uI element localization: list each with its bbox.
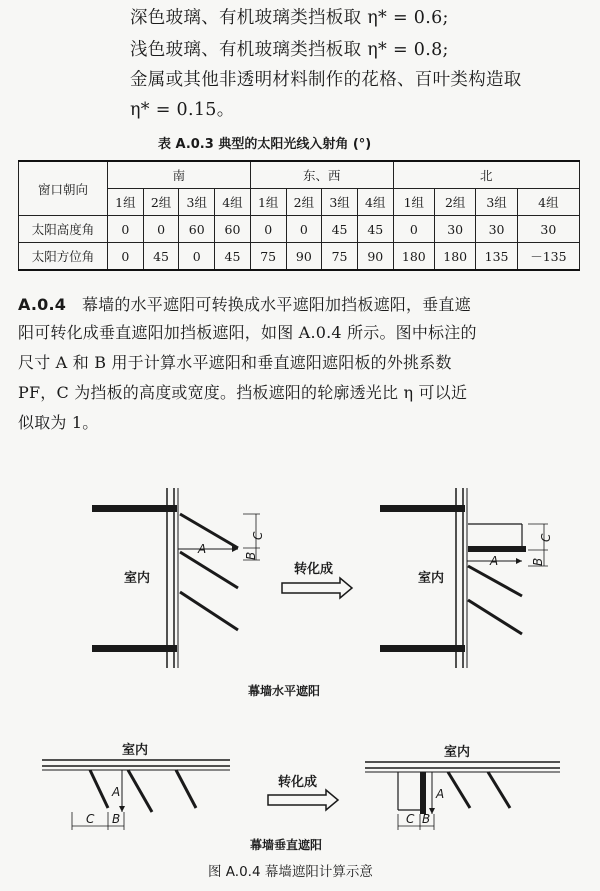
- group-header: 3组: [476, 189, 517, 216]
- table-cell: 45: [143, 243, 179, 271]
- convert-label-bottom: 转化成: [278, 775, 318, 790]
- table-cell: 180: [435, 243, 476, 271]
- table-cell: 60: [215, 216, 251, 243]
- table-cell: 30: [476, 216, 517, 243]
- group-header: 2组: [143, 189, 179, 216]
- horizontal-shading-left: [92, 488, 260, 668]
- table-cell: 75: [250, 243, 286, 271]
- group-header: 2组: [435, 189, 476, 216]
- table-cell: 0: [108, 216, 144, 243]
- label-b-bl: B: [112, 812, 121, 826]
- orientation-east-west: 东、西: [250, 161, 393, 189]
- table-caption: 表 A.0.3 典型的太阳光线入射角 (°): [158, 137, 372, 152]
- intro-line-4: η* = 0.15。: [130, 100, 235, 120]
- vertical-shading-left: [42, 760, 230, 830]
- indoor-label-tr: 室内: [418, 571, 445, 586]
- group-header: 1组: [393, 189, 434, 216]
- section-text-1: 幕墙的水平遮阳可转换成水平遮阳加挡板遮阳，垂直遮: [81, 295, 471, 314]
- group-header: 4组: [357, 189, 393, 216]
- caption-vertical: 幕墙垂直遮阳: [250, 838, 323, 852]
- indoor-label-tl: 室内: [124, 571, 151, 586]
- indoor-label-bl: 室内: [122, 743, 149, 758]
- table-cell: 0: [108, 243, 144, 271]
- group-header: 1组: [250, 189, 286, 216]
- section-line-3: 尺寸 A 和 B 用于计算水平遮阳和垂直遮阳遮阳板的外挑系数: [18, 353, 452, 372]
- table-cell: 90: [357, 243, 393, 271]
- table-cell: 45: [215, 243, 251, 271]
- table-cell: 30: [435, 216, 476, 243]
- table-cell: 180: [393, 243, 434, 271]
- caption-horizontal: 幕墙水平遮阳: [248, 684, 321, 698]
- label-a-br: A: [436, 787, 445, 801]
- vertical-shading-right: [365, 762, 560, 830]
- group-header: 3组: [322, 189, 358, 216]
- label-c-tr: C: [539, 533, 553, 542]
- table-cell: 0: [143, 216, 179, 243]
- table-cell: 0: [179, 243, 215, 271]
- convert-arrow-horizontal: [282, 578, 352, 598]
- label-c-bl: C: [86, 812, 95, 826]
- indoor-label-br: 室内: [444, 745, 471, 760]
- group-header: 3组: [179, 189, 215, 216]
- table-cell: 60: [179, 216, 215, 243]
- section-line-4: PF，C 为挡板的高度或宽度。挡板遮阳的轮廓透光比 η 可以近: [18, 383, 468, 402]
- intro-line-1: 深色玻璃、有机玻璃类挡板取 η* = 0.6;: [130, 8, 449, 28]
- table-cell: 75: [322, 243, 358, 271]
- label-a-bl: A: [112, 785, 121, 799]
- orientation-south: 南: [108, 161, 251, 189]
- convert-arrow-vertical: [268, 790, 338, 810]
- convert-label-top: 转化成: [294, 562, 334, 577]
- corner-label: 窗口朝向: [19, 161, 108, 216]
- label-c-br: C: [406, 812, 415, 826]
- table-cell: 0: [393, 216, 434, 243]
- table-cell: 0: [250, 216, 286, 243]
- row-label: 太阳高度角: [19, 216, 108, 243]
- table-cell: 90: [286, 243, 322, 271]
- label-a-tr: A: [490, 554, 499, 568]
- table-cell: 45: [357, 216, 393, 243]
- label-c-tl: C: [251, 531, 265, 540]
- intro-line-3: 金属或其他非透明材料制作的花格、百叶类构造取: [130, 70, 522, 90]
- table-cell: －135: [517, 243, 579, 271]
- section-line-5: 似取为 1。: [18, 413, 99, 432]
- table-cell: 30: [517, 216, 579, 243]
- group-header: 4组: [517, 189, 579, 216]
- table-cell: 135: [476, 243, 517, 271]
- group-header: 4组: [215, 189, 251, 216]
- label-b-br: B: [422, 812, 431, 826]
- section-line-2: 阳可转化成垂直遮阳加挡板遮阳，如图 A.0.4 所示。图中标注的: [18, 323, 477, 342]
- label-b-tl: B: [244, 551, 258, 560]
- table-cell: 0: [286, 216, 322, 243]
- section-number: A.0.4: [18, 295, 67, 314]
- table-cell: 45: [322, 216, 358, 243]
- label-b-tr: B: [531, 557, 545, 566]
- group-header: 2组: [286, 189, 322, 216]
- orientation-north: 北: [393, 161, 579, 189]
- label-a-tl: A: [198, 542, 207, 556]
- figure-caption: 图 A.0.4 幕墙遮阳计算示意: [208, 864, 373, 880]
- row-label: 太阳方位角: [19, 243, 108, 271]
- group-header: 1组: [108, 189, 144, 216]
- horizontal-shading-right: [380, 488, 548, 668]
- intro-line-2: 浅色玻璃、有机玻璃类挡板取 η* = 0.8;: [130, 40, 449, 60]
